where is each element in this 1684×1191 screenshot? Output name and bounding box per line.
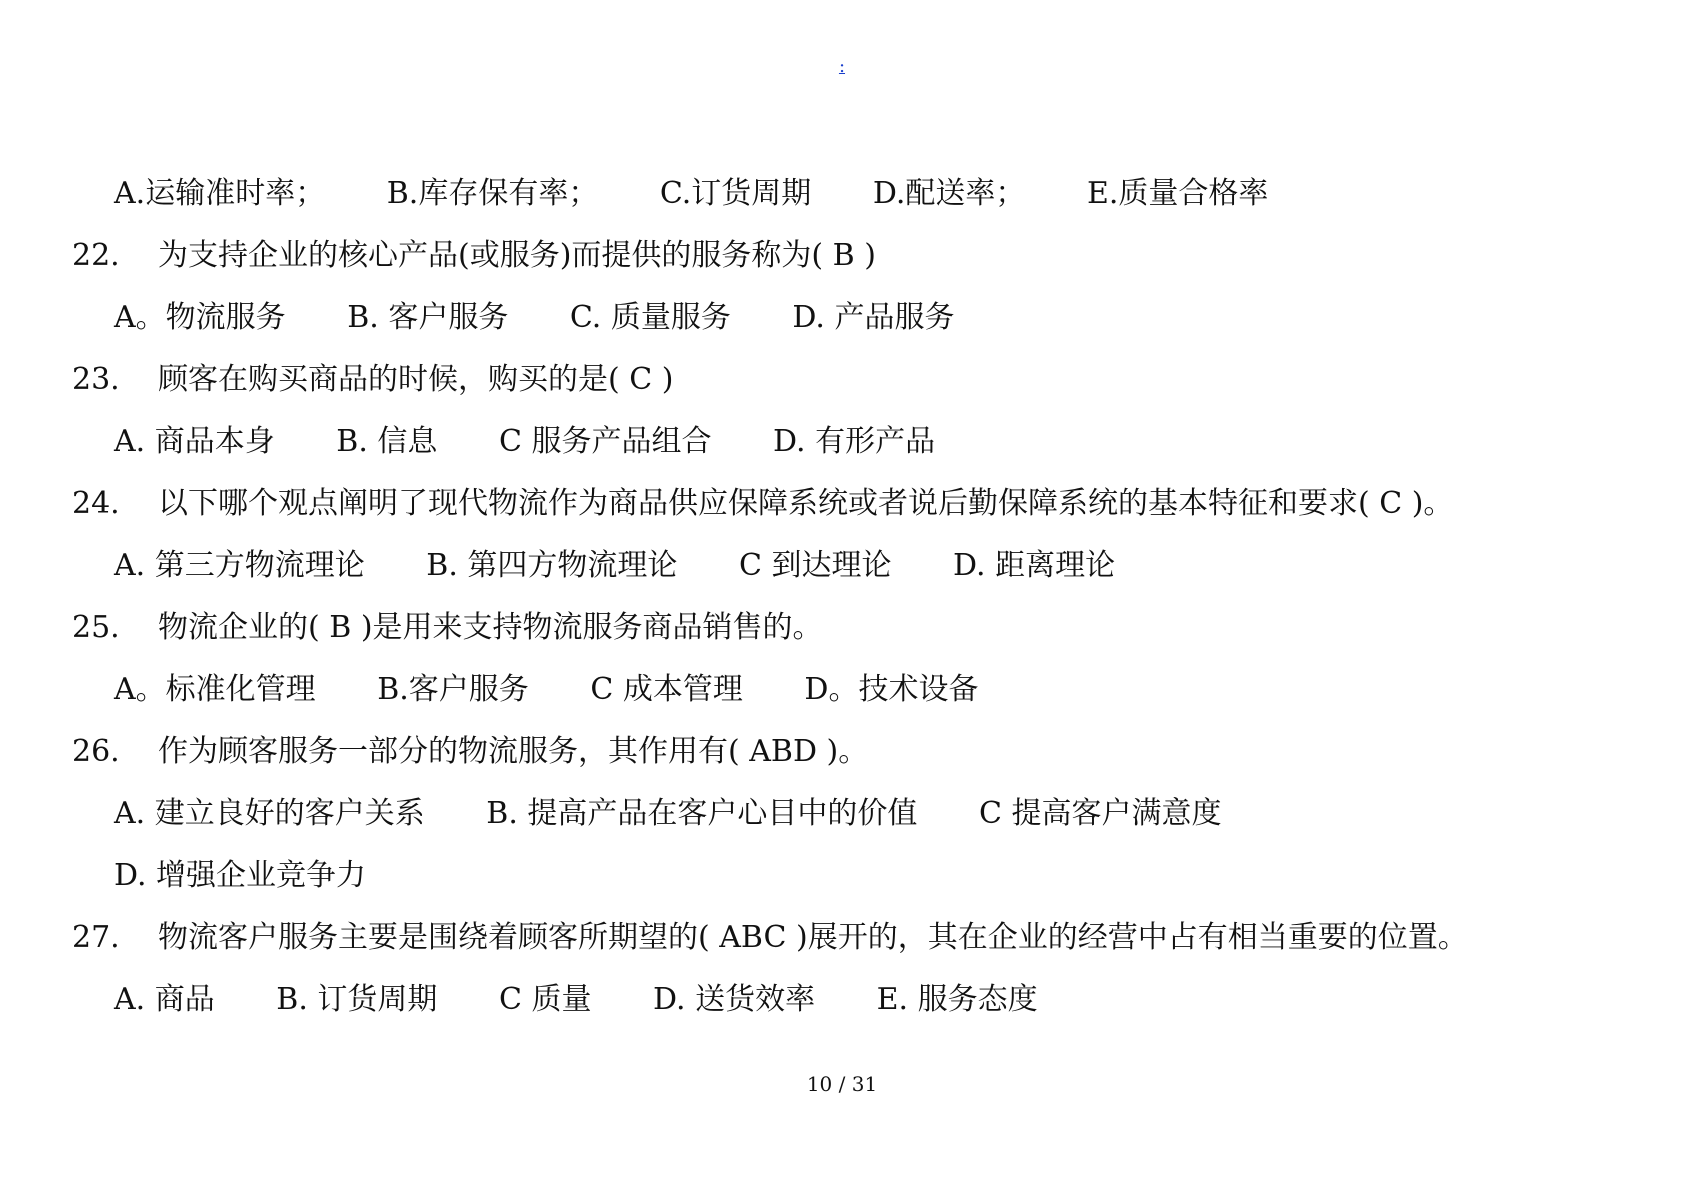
option-e: E. 服务态度 [876,982,1038,1017]
option-d: D. 有形产品 [773,424,936,459]
question-25 [72,608,823,648]
options-line [114,794,1273,834]
options-line [114,980,1090,1020]
option-a: A.运输准时率； [114,176,326,211]
option-a: A。标准化管理 [114,672,316,707]
options-line [114,298,1006,338]
option-b: B. 提高产品在客户心目中的价值 [486,796,918,831]
option-a: A. 建立良好的客户关系 [114,796,425,831]
header-link[interactable]: : [838,56,846,77]
options-line [114,174,1320,214]
option-c: C 提高客户满意度 [978,796,1222,831]
option-e: E.质量合格率 [1086,176,1269,211]
option-d: D. 产品服务 [792,300,955,335]
option-c: C 到达理论 [738,548,892,583]
question-text: 以下哪个观点阐明了现代物流作为商品供应保障系统或者说后勤保障系统的基本特征和要求( C )。 [158,486,1454,521]
question-text: 物流企业的( B )是用来支持物流服务商品销售的。 [158,610,823,645]
option-a: A. 商品本身 [114,424,275,459]
question-22 [72,236,876,276]
question-number: 24. [72,486,120,521]
option-b: B. 第四方物流理论 [426,548,678,583]
question-text: 作为顾客服务一部分的物流服务，其作用有( ABD )。 [158,734,869,769]
page-number: 10 / 31 [806,1072,878,1096]
option-b: B.客户服务 [377,672,529,707]
option-b: B. 订货周期 [276,982,438,1017]
option-a: A。物流服务 [114,300,286,335]
question-23 [72,360,673,400]
option-b: B. 信息 [336,424,438,459]
option-d: D. 距离理论 [953,548,1116,583]
option-c: C 服务产品组合 [498,424,712,459]
question-text: 为支持企业的核心产品(或服务)而提供的服务称为( B ) [158,238,876,273]
option-d: D. 增强企业竞争力 [114,858,367,893]
options-line [114,422,987,462]
option-d: D。技术设备 [804,672,979,707]
option-b: B. 客户服务 [347,300,509,335]
options-line [114,546,1167,586]
question-text: 顾客在购买商品的时候，购买的是( C ) [158,362,674,397]
options-line [114,670,1030,710]
option-d: D. 送货效率 [653,982,816,1017]
option-d: D.配送率； [872,176,1026,211]
question-number: 27. [72,920,120,955]
option-c: C 成本管理 [590,672,743,707]
option-c: C 质量 [498,982,592,1017]
question-number: 22. [72,238,120,273]
question-24 [72,484,1453,524]
option-c: C. 质量服务 [569,300,731,335]
question-number: 26. [72,734,120,769]
options-line [114,856,418,896]
question-27 [72,918,1468,958]
question-number: 25. [72,610,120,645]
option-c: C.订货周期 [659,176,812,211]
option-a: A. 商品 [114,982,215,1017]
question-26 [72,732,868,772]
option-a: A. 第三方物流理论 [114,548,365,583]
question-number: 23. [72,362,120,397]
option-b: B.库存保有率； [386,176,599,211]
question-text: 物流客户服务主要是围绕着顾客所期望的( ABC )展开的，其在企业的经营中占有相当重要的位置。 [158,920,1468,955]
